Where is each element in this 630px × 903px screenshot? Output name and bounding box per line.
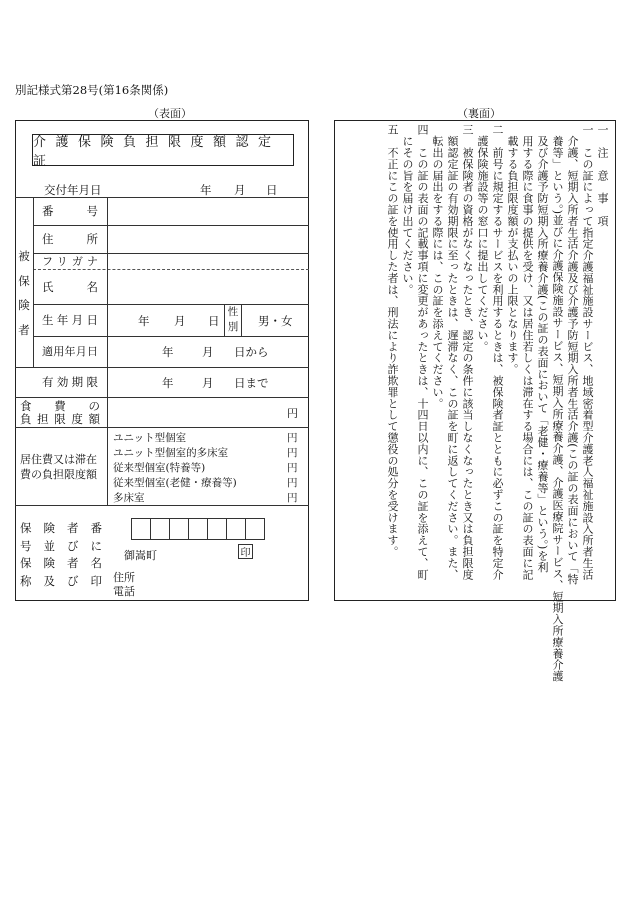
residence-label-2: 費の負担限度額 bbox=[20, 468, 97, 481]
note-column: 及び介護予防短期入所療養介護(この証の表面において「老健・療養等」という。)を利 bbox=[536, 124, 549, 573]
insurer-label-row: 保 険 者 名 bbox=[20, 556, 102, 570]
sex-label-char: 性 bbox=[227, 306, 239, 318]
seal-mark bbox=[238, 544, 253, 559]
note-column: 額認定証の有効期限に至ったときは、遅滞なく、この証を町に返してください。また、 bbox=[446, 124, 459, 580]
room-yen: 円 bbox=[287, 447, 298, 459]
birth-month-unit: 月 bbox=[174, 314, 186, 328]
issue-month-unit: 月 bbox=[234, 183, 246, 197]
note-column: 三 被保険者の資格がなくなったとき、認定の条件に該当しなくなったとき又は負担限度 bbox=[461, 124, 474, 580]
valid-year-unit: 年 bbox=[162, 376, 174, 390]
meal-label-2 bbox=[20, 412, 100, 426]
birth-year-unit: 年 bbox=[138, 314, 150, 328]
number-label bbox=[42, 203, 98, 219]
insurer-number-box[interactable] bbox=[150, 518, 170, 540]
furigana-label-text: フリガナ bbox=[42, 255, 98, 268]
back-notes bbox=[340, 124, 610, 682]
address-label-text: 住所 bbox=[42, 232, 98, 246]
room-type: 従来型個室(老健・療養等) bbox=[113, 477, 237, 489]
certificate-title bbox=[32, 134, 294, 169]
room-type: 従来型個室(特養等) bbox=[113, 462, 206, 474]
insured-label bbox=[15, 248, 33, 338]
seal-text: 印 bbox=[240, 548, 251, 559]
note-column: 載する負担限度額が支払いの上限となります。 bbox=[506, 124, 519, 375]
birth-day-unit: 日 bbox=[208, 314, 220, 328]
address-label bbox=[42, 231, 98, 247]
insurer-phone-label: 電話 bbox=[113, 585, 135, 598]
insurer-label-row: 称 及 び 印 bbox=[20, 573, 102, 588]
insured-char: 険 bbox=[18, 298, 30, 313]
birthdate-label bbox=[42, 312, 98, 328]
note-column: 一 注 意 事 項 bbox=[596, 124, 609, 227]
room-type: ユニット型個室 bbox=[113, 432, 187, 444]
applied-year-unit: 年 bbox=[162, 345, 174, 359]
note-column: にその旨を届け出てください。 bbox=[401, 124, 414, 295]
issue-year-unit: 年 bbox=[200, 183, 212, 197]
room-yen: 円 bbox=[287, 432, 298, 444]
number-label-text: 番号 bbox=[42, 204, 98, 218]
insured-char: 保 bbox=[18, 273, 30, 288]
insurer-name: 御嵩町 bbox=[124, 549, 157, 562]
insurer-label-row: 保 険 者 番 bbox=[20, 521, 102, 535]
applied-date-label-text: 適用年月日 bbox=[42, 345, 98, 358]
note-column: 二 前号に規定するサービスを利用するときは、被保険者証とともに必ずこの証を特定介 bbox=[491, 124, 504, 580]
name-label bbox=[42, 279, 98, 295]
note-column: 用する際に食事の提供を受け、又は居住若しくは滞在する場合には、この証の表面に記 bbox=[521, 124, 534, 580]
name-label-text: 氏名 bbox=[42, 280, 98, 294]
birthdate-label-text: 生年月日 bbox=[42, 313, 98, 327]
note-column: 養等」という。)並びに介護保険施設サービス、短期入所療養介護、介護医療院サービス、短期入所療養介護 bbox=[551, 124, 564, 682]
note-column: 一 この証によって指定介護福祉施設サービス、地域密着型介護老人福祉施設入所者生活 bbox=[581, 124, 594, 580]
applied-month-unit: 月 bbox=[202, 345, 214, 359]
room-type: ユニット型個室的多床室 bbox=[113, 447, 229, 459]
applied-suffix: 日から bbox=[234, 345, 269, 359]
sex-label bbox=[225, 305, 241, 335]
note-column: 四 この証の表面の記載事項に変更があったときは、十四日以内に、この証を添えて、町 bbox=[416, 124, 429, 580]
room-yen: 円 bbox=[287, 462, 298, 474]
note-column: 護保険施設等の窓口に提出してください。 bbox=[476, 124, 489, 352]
certificate-title-text: 介護保険負担限度額認定証 bbox=[33, 135, 281, 169]
valid-period-label-text: 有効期限 bbox=[42, 375, 98, 389]
insured-char: 被 bbox=[18, 249, 30, 263]
insurer-number-box[interactable] bbox=[131, 518, 151, 540]
valid-period-label bbox=[42, 374, 98, 390]
insurer-label bbox=[20, 520, 102, 590]
back-caption: （裏面） bbox=[457, 107, 501, 120]
room-yen: 円 bbox=[287, 492, 298, 504]
room-yen: 円 bbox=[287, 477, 298, 489]
insured-char: 者 bbox=[18, 322, 30, 337]
meal-label-1-text: 食費の bbox=[20, 399, 100, 413]
insurer-number-box[interactable] bbox=[245, 518, 265, 540]
front-caption: （表面） bbox=[148, 107, 192, 120]
insurer-address-label: 住所 bbox=[113, 571, 135, 584]
insurer-number-box[interactable] bbox=[188, 518, 208, 540]
meal-label-2-text: 負担限度額 bbox=[20, 412, 100, 426]
form-number-header: 別記様式第28号(第16条関係) bbox=[15, 83, 169, 97]
insurer-number-box[interactable] bbox=[226, 518, 246, 540]
insurer-number-box[interactable] bbox=[207, 518, 227, 540]
issue-day-unit: 日 bbox=[266, 183, 278, 197]
sex-label-char: 別 bbox=[227, 321, 239, 333]
applied-date-label bbox=[42, 343, 98, 359]
valid-suffix: 日まで bbox=[234, 376, 269, 390]
residence-label-1: 居住費又は滞在 bbox=[20, 453, 97, 466]
insurer-label-row: 号 並 び に bbox=[20, 538, 102, 553]
meal-yen: 円 bbox=[287, 407, 298, 420]
room-type: 多床室 bbox=[113, 492, 145, 504]
note-column: 転出の届出をする際には、この証を添えてください。 bbox=[431, 124, 444, 409]
valid-month-unit: 月 bbox=[202, 376, 214, 390]
note-column: 五 不正にこの証を使用した者は、刑法により詐欺罪として懲役の処分を受けます。 bbox=[386, 124, 399, 558]
issue-date-label: 交付年月日 bbox=[44, 183, 102, 197]
insurer-number-box[interactable] bbox=[169, 518, 189, 540]
note-column: 介護、短期入所者生活介護及び介護予防短期入所者生活介護(この証の表面において「特 bbox=[566, 124, 579, 585]
sex-value: 男・女 bbox=[258, 314, 293, 328]
furigana-label bbox=[42, 254, 98, 268]
